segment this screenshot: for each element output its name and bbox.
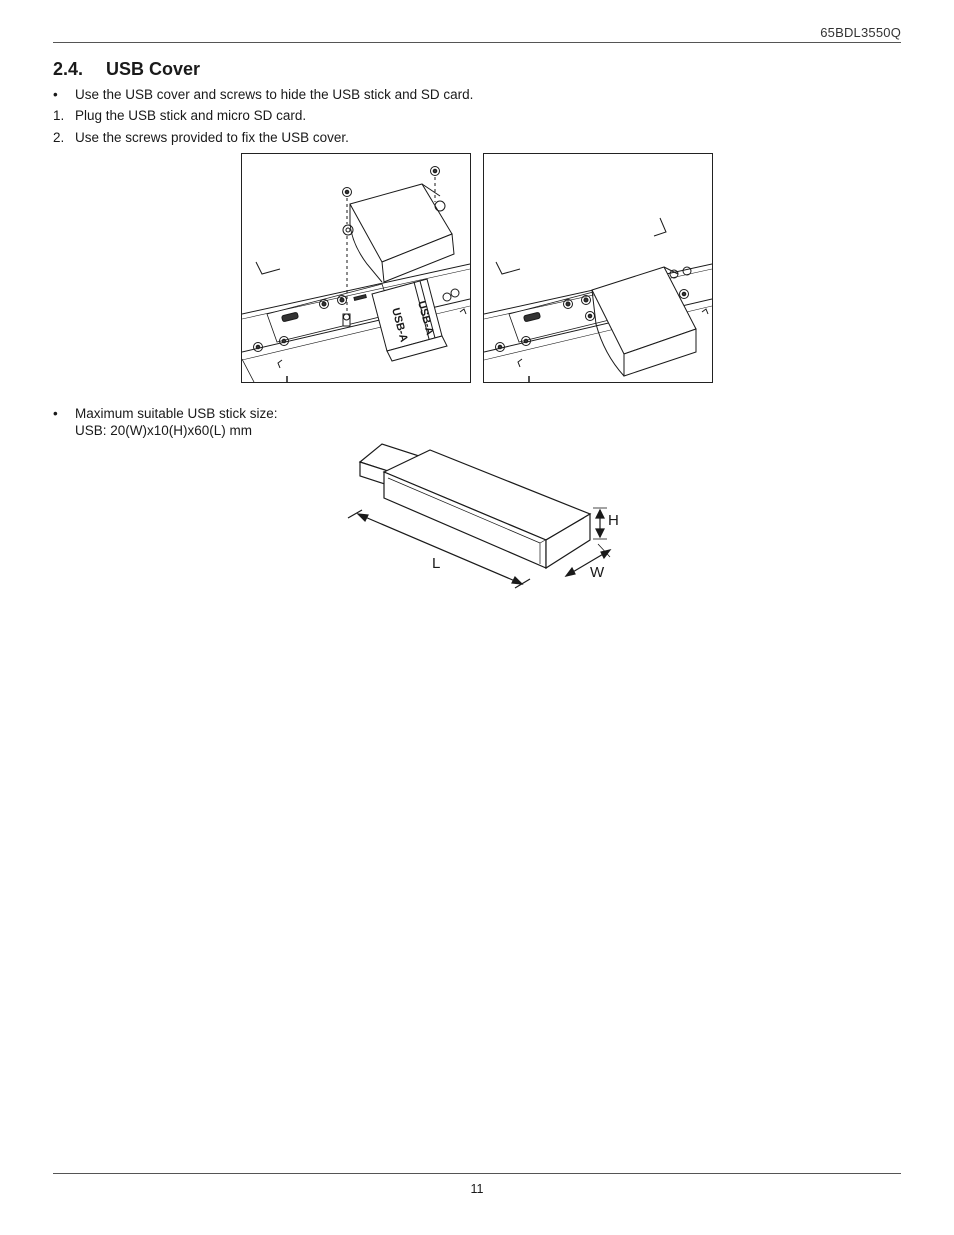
step-number: 1. — [53, 108, 65, 123]
header-model-number: 65BDL3550Q — [820, 25, 901, 40]
list-item — [53, 108, 307, 123]
page-number: 11 — [470, 1182, 484, 1196]
step-number: 2. — [53, 130, 65, 145]
max-size-heading: Maximum suitable USB stick size: — [75, 406, 278, 421]
length-label: L — [432, 555, 441, 572]
footer-divider — [53, 1173, 901, 1174]
bullet-marker: • — [53, 87, 58, 102]
usb-label: USB-A — [415, 299, 436, 337]
usb-stick-dimension-drawing — [340, 440, 640, 605]
usb-cover-installed-illustration — [483, 153, 713, 383]
usb-cover-install-illustration — [241, 153, 471, 383]
max-size-dimensions: USB: 20(W)x10(H)x60(L) mm — [75, 423, 253, 438]
section-number: 2.4. — [53, 59, 84, 79]
max-size-note — [53, 406, 278, 421]
bullet-marker: • — [53, 406, 58, 421]
list-item-text: Use the USB cover and screws to hide the USB stick and SD card. — [75, 87, 474, 102]
list-item-text: Plug the USB stick and micro SD card. — [75, 108, 307, 123]
height-label: H — [608, 512, 619, 529]
width-label: W — [590, 564, 605, 581]
header-divider — [53, 42, 901, 43]
section-title-text: USB Cover — [106, 59, 201, 79]
usb-label: USB-A — [389, 306, 410, 344]
list-item-text: Use the screws provided to fix the USB cover. — [75, 130, 349, 145]
list-item — [53, 130, 349, 145]
list-item — [53, 87, 474, 102]
section-title — [53, 59, 200, 80]
